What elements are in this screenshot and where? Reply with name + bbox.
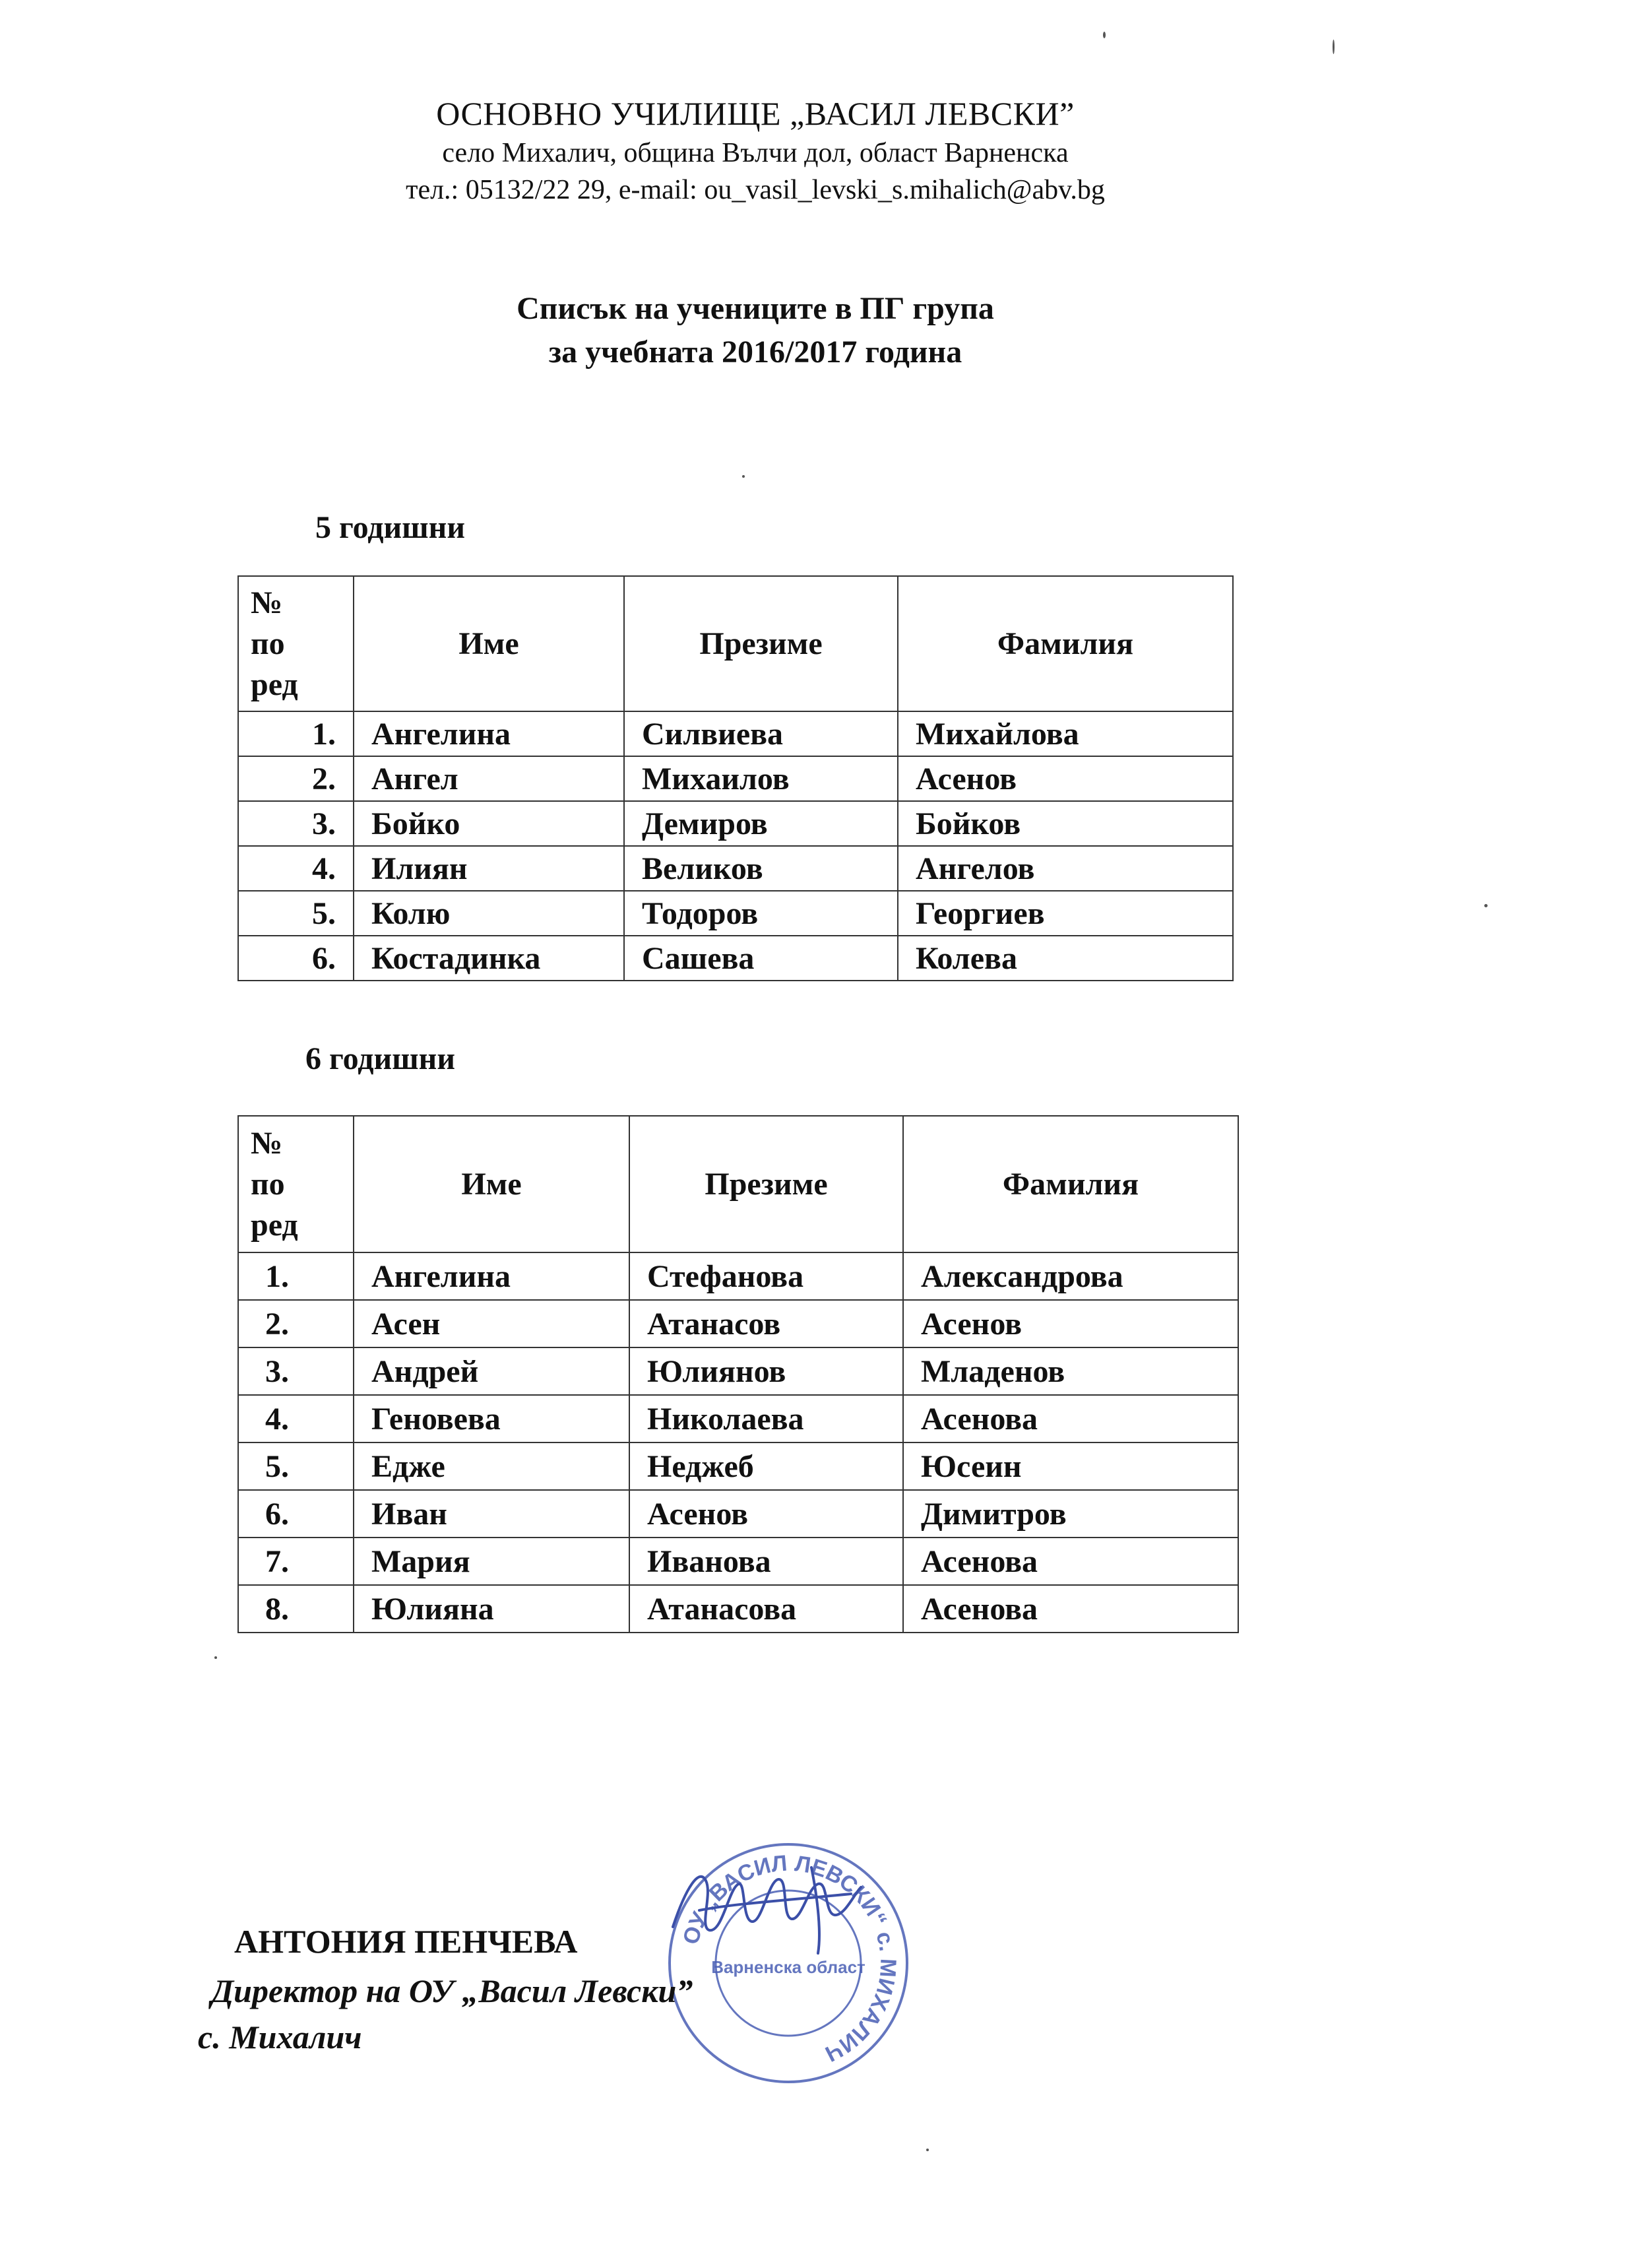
row-number: 5. bbox=[238, 1442, 354, 1490]
group-heading-5: 5 годишни bbox=[315, 510, 465, 545]
column-header-number: № по ред bbox=[238, 576, 354, 711]
row-number: 8. bbox=[238, 1585, 354, 1633]
row-number: 6. bbox=[238, 936, 354, 981]
scan-speck bbox=[1484, 904, 1488, 907]
stamp-center-text: Варненска област bbox=[711, 1957, 865, 1977]
column-header-number: № по ред bbox=[238, 1116, 354, 1252]
middle-name: Атанасов bbox=[629, 1300, 903, 1347]
middle-name: Асенов bbox=[629, 1490, 903, 1538]
last-name: Михайлова bbox=[898, 711, 1233, 756]
director-name: АНТОНИЯ ПЕНЧЕВА bbox=[234, 1923, 578, 1960]
table-header-row bbox=[238, 576, 1233, 711]
title-line-2: за учебната 2016/2017 година bbox=[548, 335, 962, 370]
first-name: Бойко bbox=[354, 801, 624, 846]
title-line-1: Списък на учениците в ПГ група bbox=[517, 291, 994, 326]
row-number: 4. bbox=[238, 846, 354, 891]
last-name: Ангелов bbox=[898, 846, 1233, 891]
table-row bbox=[238, 1347, 1238, 1395]
last-name: Асенова bbox=[903, 1585, 1238, 1633]
table-row bbox=[238, 801, 1233, 846]
first-name: Андрей bbox=[354, 1347, 629, 1395]
letterhead bbox=[0, 92, 1511, 209]
row-number: 1. bbox=[238, 711, 354, 756]
scan-speck bbox=[214, 1656, 217, 1659]
last-name: Младенов bbox=[903, 1347, 1238, 1395]
scan-speck bbox=[1333, 40, 1335, 54]
last-name: Бойков bbox=[898, 801, 1233, 846]
row-number: 5. bbox=[238, 891, 354, 936]
middle-name: Тодоров bbox=[624, 891, 898, 936]
table-row bbox=[238, 936, 1233, 981]
group-heading-6: 6 годишни bbox=[305, 1041, 455, 1076]
last-name: Асенов bbox=[898, 756, 1233, 801]
middle-name: Демиров bbox=[624, 801, 898, 846]
handwritten-signature bbox=[660, 1848, 871, 1960]
last-name: Асенова bbox=[903, 1538, 1238, 1585]
last-name: Асенов bbox=[903, 1300, 1238, 1347]
row-number: 3. bbox=[238, 801, 354, 846]
first-name: Асен bbox=[354, 1300, 629, 1347]
row-number: 7. bbox=[238, 1538, 354, 1585]
first-name: Ангелина bbox=[354, 1252, 629, 1300]
last-name: Колева bbox=[898, 936, 1233, 981]
row-number: 3. bbox=[238, 1347, 354, 1395]
middle-name: Юлиянов bbox=[629, 1347, 903, 1395]
last-name: Димитров bbox=[903, 1490, 1238, 1538]
middle-name: Сашева bbox=[624, 936, 898, 981]
first-name: Ангел bbox=[354, 756, 624, 801]
students-table-6 bbox=[237, 1115, 1239, 1633]
column-header-last-name: Фамилия bbox=[898, 576, 1233, 711]
table-row bbox=[238, 711, 1233, 756]
director-village: с. Михалич bbox=[198, 2019, 362, 2056]
middle-name: Атанасова bbox=[629, 1585, 903, 1633]
middle-name: Николаева bbox=[629, 1395, 903, 1442]
last-name: Юсеин bbox=[903, 1442, 1238, 1490]
table-row bbox=[238, 1442, 1238, 1490]
school-name: ОСНОВНО УЧИЛИЩЕ „ВАСИЛ ЛЕВСКИ” bbox=[436, 95, 1075, 132]
last-name: Асенова bbox=[903, 1395, 1238, 1442]
table-row bbox=[238, 1585, 1238, 1633]
first-name: Иван bbox=[354, 1490, 629, 1538]
scan-speck bbox=[926, 2149, 929, 2151]
table-row bbox=[238, 1538, 1238, 1585]
row-number: 2. bbox=[238, 1300, 354, 1347]
first-name: Мария bbox=[354, 1538, 629, 1585]
column-header-last-name: Фамилия bbox=[903, 1116, 1238, 1252]
table-row bbox=[238, 891, 1233, 936]
first-name: Колю bbox=[354, 891, 624, 936]
stamp-ring-text: ОУ „ВАСИЛ ЛЕВСКИ“ с. МИХАЛИЧ bbox=[678, 1850, 901, 2067]
table-row bbox=[238, 756, 1233, 801]
row-number: 4. bbox=[238, 1395, 354, 1442]
school-contacts: тел.: 05132/22 29, e-mail: ou_vasil_levski_s.mihalich@abv.bg bbox=[406, 175, 1105, 205]
middle-name: Стефанова bbox=[629, 1252, 903, 1300]
first-name: Ангелина bbox=[354, 711, 624, 756]
table-row bbox=[238, 1490, 1238, 1538]
table-row bbox=[238, 1252, 1238, 1300]
first-name: Едже bbox=[354, 1442, 629, 1490]
first-name: Геновева bbox=[354, 1395, 629, 1442]
middle-name: Иванова bbox=[629, 1538, 903, 1585]
document-title bbox=[0, 287, 1511, 374]
scan-speck bbox=[742, 475, 745, 478]
row-number: 6. bbox=[238, 1490, 354, 1538]
table-row bbox=[238, 1300, 1238, 1347]
scan-speck bbox=[1103, 32, 1106, 38]
middle-name: Силвиева bbox=[624, 711, 898, 756]
middle-name: Михаилов bbox=[624, 756, 898, 801]
last-name: Александрова bbox=[903, 1252, 1238, 1300]
first-name: Костадинка bbox=[354, 936, 624, 981]
column-header-middle-name: Презиме bbox=[624, 576, 898, 711]
school-address: село Михалич, община Вълчи дол, област Варненска bbox=[442, 138, 1069, 168]
first-name: Юлияна bbox=[354, 1585, 629, 1633]
middle-name: Великов bbox=[624, 846, 898, 891]
column-header-first-name: Име bbox=[354, 1116, 629, 1252]
middle-name: Неджеб bbox=[629, 1442, 903, 1490]
table-row bbox=[238, 846, 1233, 891]
row-number: 2. bbox=[238, 756, 354, 801]
row-number: 1. bbox=[238, 1252, 354, 1300]
table-header-row bbox=[238, 1116, 1238, 1252]
column-header-middle-name: Презиме bbox=[629, 1116, 903, 1252]
last-name: Георгиев bbox=[898, 891, 1233, 936]
students-table-5 bbox=[237, 575, 1234, 981]
column-header-first-name: Име bbox=[354, 576, 624, 711]
first-name: Илиян bbox=[354, 846, 624, 891]
director-position: Директор на ОУ „Васил Левски” bbox=[211, 1972, 693, 2009]
table-row bbox=[238, 1395, 1238, 1442]
